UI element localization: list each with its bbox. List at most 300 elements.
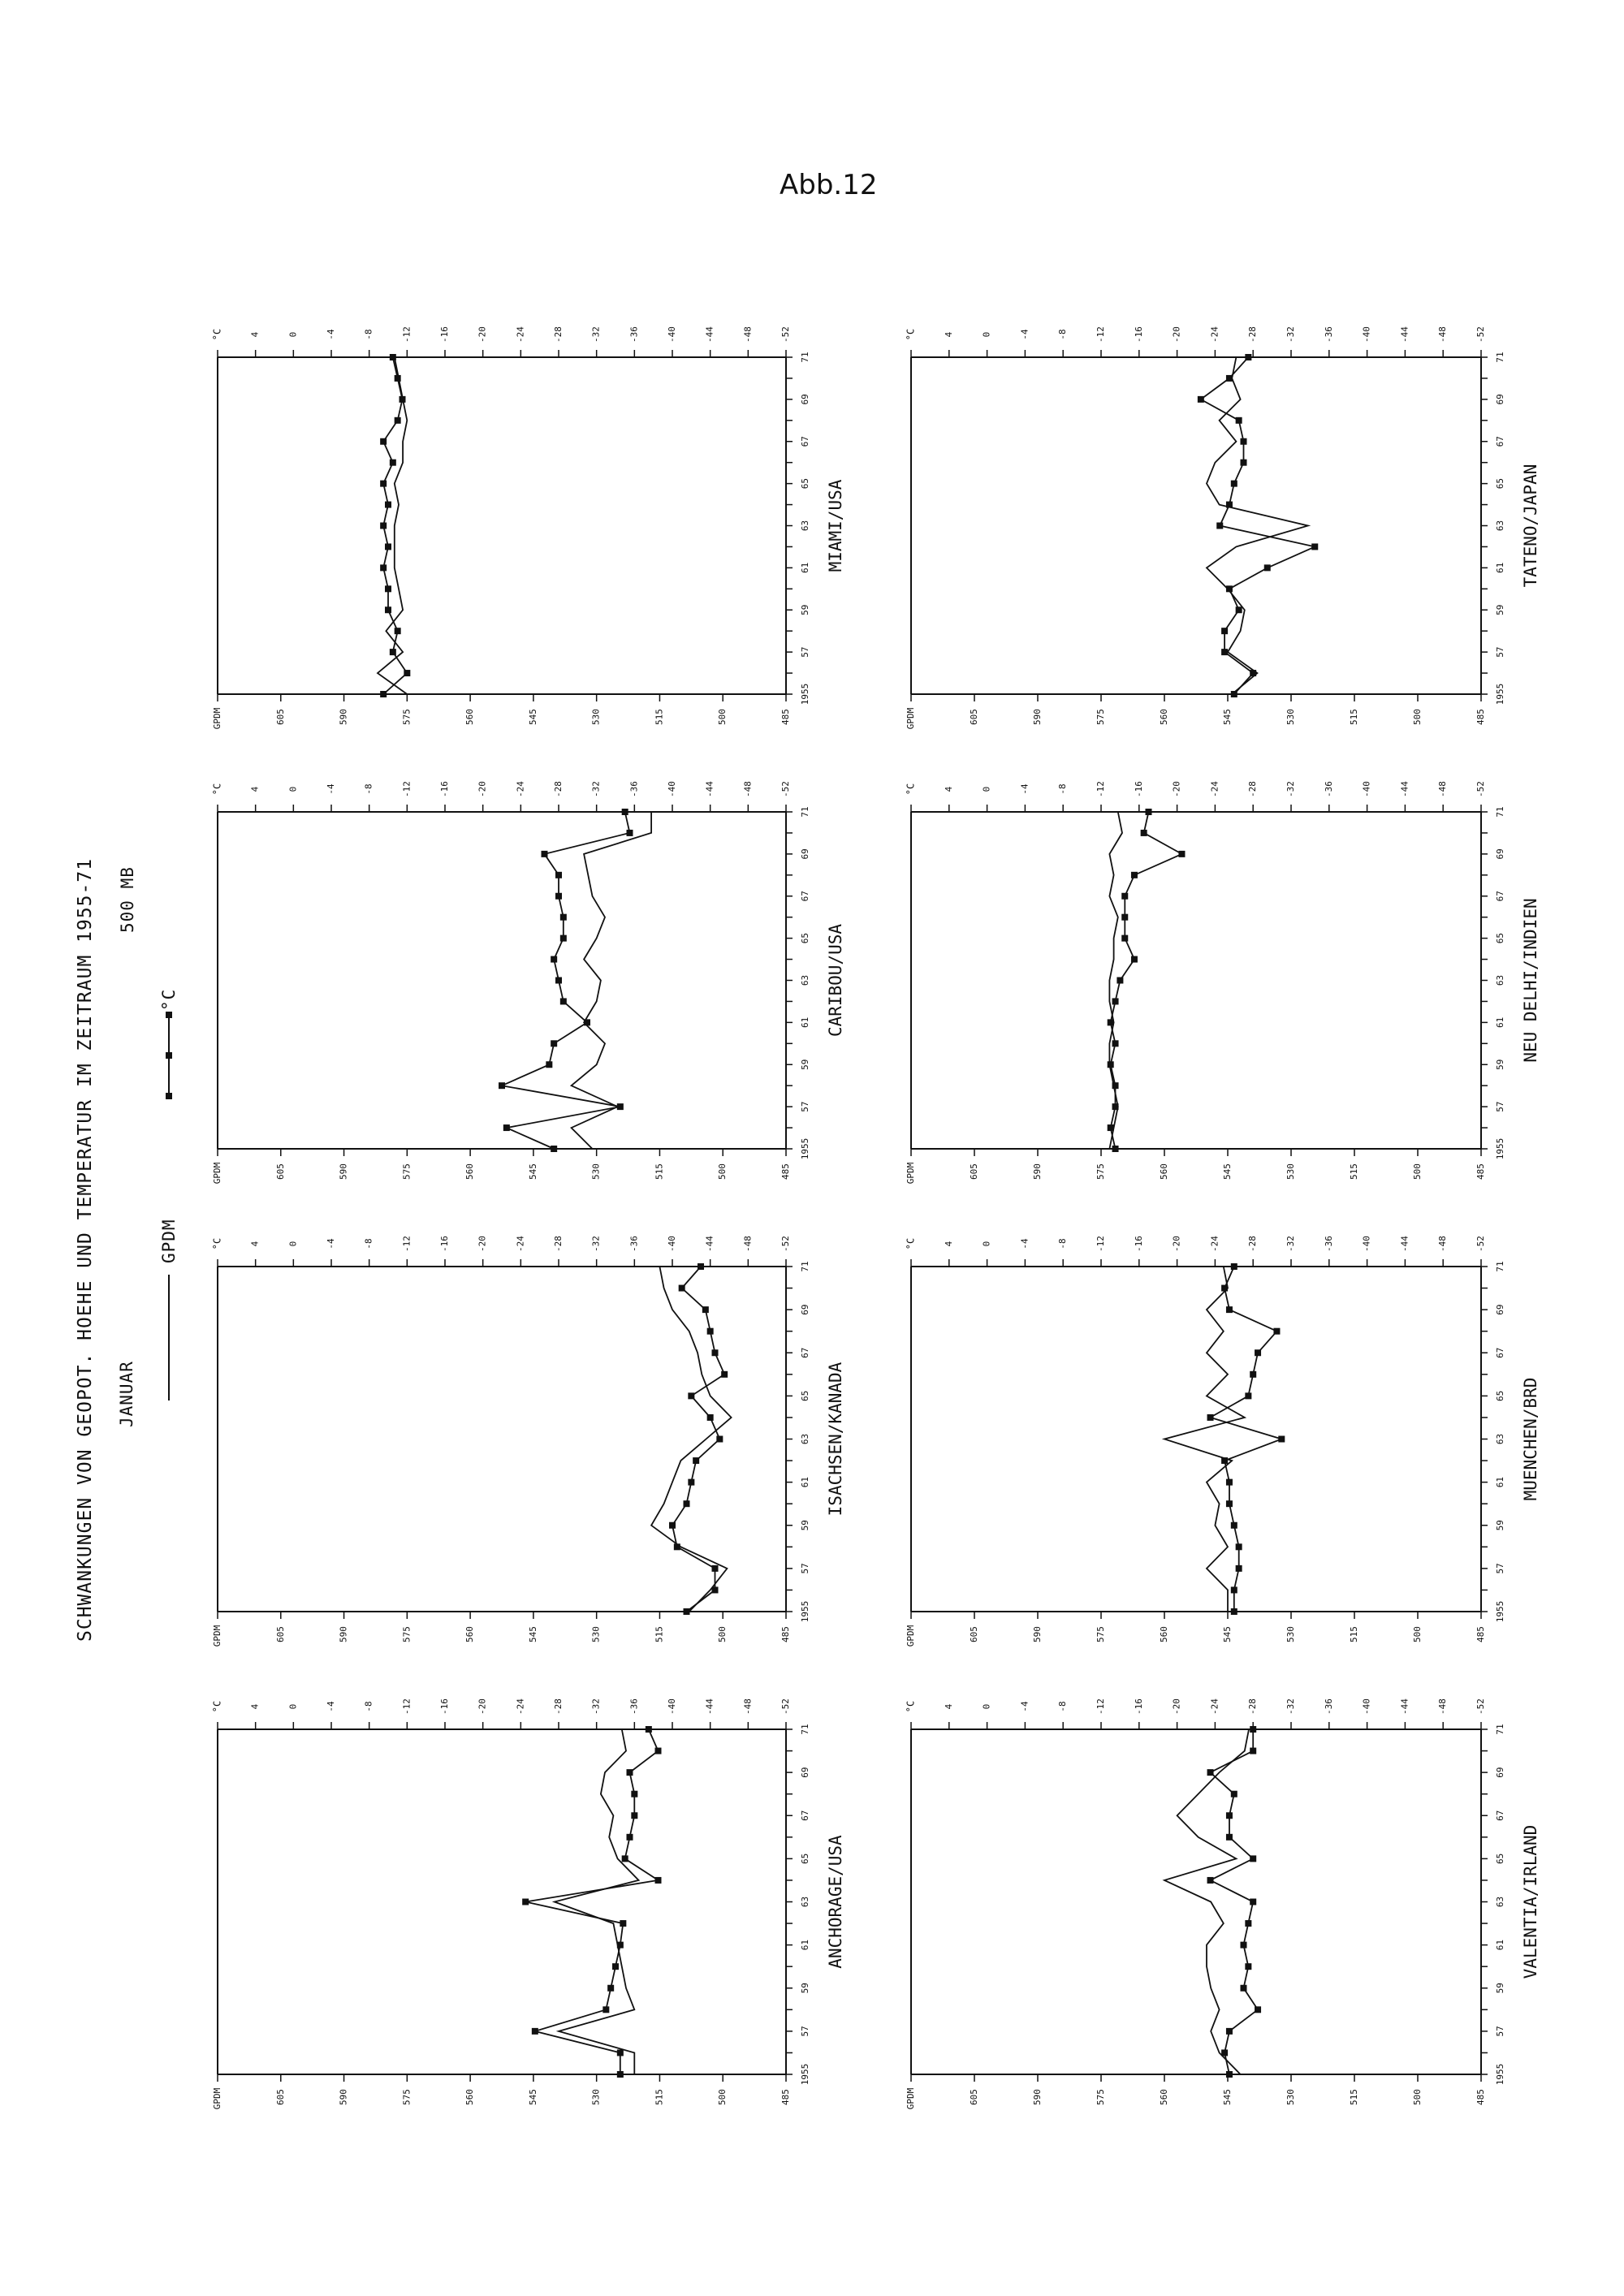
- header-title: SCHWANKUNGEN VON GEOPOT. HOEHE UND TEMPERATUR IM ZEITRAUM 1955-71: [75, 857, 96, 1642]
- temp-tick-label: -32: [590, 326, 602, 343]
- temp-tick-label: -36: [1323, 781, 1334, 797]
- temp-tick-label: -48: [742, 1698, 754, 1715]
- temp-tick-label: -8: [1057, 1701, 1069, 1712]
- gpdm-series-line: [1164, 1267, 1245, 1612]
- year-tick-label: 57: [1495, 1101, 1505, 1112]
- gpdm-tick-label: 485: [1475, 2089, 1486, 2105]
- temp-tick-label: -12: [1095, 1236, 1106, 1252]
- temp-point: [1231, 1263, 1237, 1270]
- temp-tick-label: 0: [287, 1703, 299, 1710]
- gpdm-axis-label: GPDM: [905, 707, 916, 730]
- temp-point: [1311, 543, 1318, 550]
- temp-tick-label: -4: [326, 1238, 336, 1249]
- temp-tick-label: -24: [1209, 781, 1220, 797]
- temp-point: [712, 1565, 719, 1572]
- temp-point: [1221, 649, 1228, 655]
- header-month: JANUAR: [117, 1361, 136, 1427]
- gpdm-tick-label: 605: [969, 1626, 979, 1642]
- year-tick-label: 69: [1495, 1767, 1505, 1778]
- temp-point: [551, 1146, 557, 1152]
- temp-point: [612, 1963, 619, 1970]
- year-tick-label: 69: [1495, 1304, 1505, 1315]
- temp-point: [560, 935, 567, 942]
- year-tick-label: 61: [800, 562, 810, 573]
- gpdm-tick-label: 605: [274, 2089, 286, 2105]
- temp-point: [712, 1586, 719, 1593]
- panel-isachsen-kanada: [212, 1236, 846, 1647]
- temp-tick-label: -52: [780, 1236, 791, 1252]
- temp-tick-label: -12: [1095, 781, 1106, 797]
- temp-tick-label: -16: [1133, 781, 1144, 797]
- year-tick-label: 59: [1495, 1520, 1505, 1531]
- year-tick-label: 59: [1495, 1059, 1505, 1070]
- temp-point: [1241, 438, 1247, 445]
- temp-tick-label: -8: [1057, 783, 1069, 795]
- temp-point: [385, 543, 391, 550]
- temp-point: [1207, 1769, 1214, 1776]
- temp-point: [1131, 956, 1138, 963]
- temp-point: [546, 1061, 552, 1068]
- temp-tick-label: -48: [742, 781, 754, 797]
- year-tick-label: 59: [800, 604, 810, 615]
- year-tick-label: 71: [1495, 352, 1505, 363]
- temp-tick-label: -20: [1171, 781, 1182, 797]
- year-tick-label: 57: [1495, 2026, 1505, 2037]
- temp-point: [1226, 2028, 1233, 2035]
- temp-point: [380, 523, 387, 529]
- temp-series-line: [502, 812, 630, 1149]
- year-tick-label: 69: [800, 394, 810, 405]
- temp-point: [622, 1855, 628, 1862]
- gpdm-tick-label: 485: [780, 2089, 791, 2105]
- temp-tick-label: 0: [287, 1241, 299, 1247]
- gpdm-tick-label: 605: [969, 1163, 979, 1180]
- temp-tick-label: -36: [628, 326, 640, 343]
- temp-point: [622, 809, 628, 815]
- temp-tick-label: -20: [1171, 1236, 1182, 1252]
- gpdm-series-line: [572, 812, 652, 1149]
- gpdm-axis-label: GPDM: [212, 1625, 222, 1647]
- year-tick-label: 1955: [800, 683, 810, 706]
- year-tick-label: 57: [800, 646, 810, 658]
- gpdm-axis-label: GPDM: [212, 707, 222, 730]
- gpdm-tick-label: 560: [464, 709, 476, 725]
- year-tick-label: 67: [800, 1347, 810, 1358]
- temp-point: [1231, 1791, 1237, 1798]
- temp-tick-label: -52: [780, 781, 791, 797]
- station-title: MUENCHEN/BRD: [1521, 1377, 1540, 1501]
- year-tick-label: 59: [1495, 604, 1505, 615]
- temp-point: [1131, 872, 1138, 878]
- temp-tick-label: -52: [780, 1698, 791, 1715]
- temp-tick-label: -8: [1057, 329, 1069, 340]
- panel-valentia-irland: [905, 1698, 1541, 2110]
- gpdm-tick-label: 560: [1159, 2089, 1169, 2105]
- temp-axis-label: °C: [211, 783, 223, 796]
- temp-tick-label: -40: [667, 1236, 677, 1252]
- year-tick-label: 69: [800, 1767, 810, 1778]
- gpdm-tick-label: 530: [1285, 709, 1296, 725]
- temp-tick-label: -16: [439, 781, 450, 797]
- gpdm-tick-label: 590: [338, 2089, 349, 2105]
- station-title: ISACHSEN/KANADA: [826, 1362, 845, 1517]
- temp-axis-label: °C: [905, 328, 917, 341]
- temp-tick-label: -44: [1399, 326, 1410, 343]
- gpdm-tick-label: 575: [1095, 709, 1106, 725]
- station-title: CARIBOU/USA: [826, 923, 845, 1038]
- temp-tick-label: -32: [590, 1236, 602, 1252]
- temp-point: [1245, 1920, 1251, 1927]
- temp-tick-label: 4: [249, 331, 261, 338]
- temp-point: [1241, 460, 1247, 466]
- gpdm-tick-label: 545: [1222, 1626, 1233, 1642]
- temp-tick-label: -40: [1361, 781, 1372, 797]
- gpdm-tick-label: 500: [1412, 1163, 1423, 1180]
- temp-tick-label: -40: [667, 1698, 677, 1715]
- gpdm-tick-label: 575: [1095, 1163, 1106, 1180]
- year-tick-label: 57: [800, 2026, 810, 2037]
- temp-tick-label: 0: [981, 1703, 992, 1710]
- temp-tick-label: 4: [249, 786, 261, 792]
- gpdm-tick-label: 605: [274, 709, 286, 725]
- temp-point: [1255, 1349, 1261, 1356]
- year-tick-label: 65: [1495, 1390, 1505, 1401]
- temp-point: [1231, 1608, 1237, 1615]
- year-tick-label: 57: [800, 1101, 810, 1112]
- temp-point: [1245, 1963, 1251, 1970]
- temp-tick-label: -8: [363, 783, 374, 795]
- temp-tick-label: -16: [1133, 326, 1144, 343]
- year-tick-label: 61: [1495, 562, 1505, 573]
- temp-point: [627, 1769, 633, 1776]
- temp-point: [716, 1436, 723, 1443]
- year-tick-label: 59: [800, 1520, 810, 1531]
- year-tick-label: 63: [1495, 1896, 1505, 1908]
- temp-point: [532, 2028, 538, 2035]
- gpdm-axis-label: GPDM: [212, 1162, 222, 1185]
- gpdm-tick-label: 605: [969, 2089, 979, 2105]
- temp-point: [707, 1414, 714, 1421]
- temp-point: [707, 1328, 714, 1335]
- temp-point: [1250, 1748, 1256, 1754]
- year-tick-label: 65: [1495, 933, 1505, 944]
- temp-point: [698, 1263, 704, 1270]
- temp-tick-label: -36: [1323, 326, 1334, 343]
- temp-point: [627, 1834, 633, 1841]
- temp-point: [1116, 978, 1123, 984]
- temp-point: [584, 1019, 590, 1025]
- temp-tick-label: -48: [742, 326, 754, 343]
- temp-tick-label: -32: [1285, 1236, 1296, 1252]
- temp-tick-label: -16: [439, 1236, 450, 1252]
- panel-anchorage-usa: [212, 1698, 846, 2110]
- gpdm-tick-label: 515: [654, 709, 665, 725]
- temp-point: [1236, 1543, 1242, 1550]
- temp-point: [1112, 998, 1119, 1004]
- temp-point: [655, 1877, 662, 1884]
- temp-tick-label: -24: [1209, 1698, 1220, 1715]
- temp-point: [551, 956, 557, 963]
- year-tick-label: 67: [800, 436, 810, 447]
- station-title: TATENO/JAPAN: [1521, 464, 1540, 588]
- temp-axis-label: °C: [211, 328, 223, 341]
- temp-point: [1226, 1500, 1233, 1507]
- temp-tick-label: -28: [553, 1236, 564, 1252]
- gpdm-tick-label: 575: [401, 2089, 412, 2105]
- temp-series-line: [525, 1729, 658, 2074]
- temp-series-line: [383, 357, 407, 694]
- temp-tick-label: -36: [1323, 1698, 1334, 1715]
- gpdm-tick-label: 515: [654, 2089, 665, 2105]
- temp-point: [395, 628, 401, 634]
- temp-point: [617, 1103, 624, 1110]
- gpdm-tick-label: 575: [1095, 1626, 1106, 1642]
- gpdm-tick-label: 515: [1349, 1626, 1359, 1642]
- temp-point: [1108, 1124, 1114, 1131]
- temp-point: [390, 354, 396, 360]
- temp-tick-label: 0: [287, 331, 299, 338]
- temp-series-line: [1211, 1267, 1282, 1612]
- temp-tick-label: -52: [780, 326, 791, 343]
- temp-point: [1241, 1942, 1247, 1949]
- year-tick-label: 71: [1495, 806, 1505, 818]
- year-tick-label: 65: [1495, 1853, 1505, 1864]
- year-tick-label: 67: [1495, 436, 1505, 447]
- year-tick-label: 59: [800, 1059, 810, 1070]
- temp-tick-label: -24: [515, 326, 526, 343]
- page-title: Abb.12: [780, 169, 878, 201]
- temp-tick-label: -24: [1209, 1236, 1220, 1252]
- gpdm-tick-label: 485: [1475, 1626, 1486, 1642]
- temp-tick-label: -24: [515, 1236, 526, 1252]
- temp-tick-label: 0: [981, 1241, 992, 1247]
- gpdm-tick-label: 560: [464, 2089, 476, 2105]
- temp-point: [1146, 809, 1152, 815]
- temp-point: [555, 893, 562, 900]
- year-tick-label: 69: [800, 848, 810, 860]
- year-tick-label: 1955: [1495, 1600, 1505, 1623]
- temp-point: [688, 1392, 694, 1399]
- gpdm-tick-label: 590: [338, 709, 349, 725]
- gpdm-tick-label: 590: [338, 1626, 349, 1642]
- year-tick-label: 57: [1495, 1563, 1505, 1574]
- temp-point: [617, 2049, 624, 2056]
- temp-point: [702, 1306, 709, 1313]
- temp-point: [669, 1522, 676, 1529]
- panel-neu-delhi-indien: [905, 781, 1541, 1185]
- year-tick-label: 1955: [800, 1137, 810, 1160]
- year-tick-label: 71: [800, 1724, 810, 1735]
- temp-tick-label: -12: [1095, 1698, 1106, 1715]
- temp-tick-label: 0: [981, 331, 992, 338]
- temp-point: [1221, 1285, 1228, 1292]
- temp-point: [385, 606, 391, 613]
- temp-tick-label: -20: [477, 1236, 488, 1252]
- temp-tick-label: -44: [1399, 1698, 1410, 1715]
- year-tick-label: 69: [1495, 848, 1505, 860]
- year-tick-label: 1955: [800, 1600, 810, 1623]
- temp-tick-label: -40: [1361, 326, 1372, 343]
- temp-tick-label: 0: [981, 786, 992, 792]
- gpdm-tick-label: 560: [464, 1163, 476, 1180]
- temp-tick-label: -16: [1133, 1236, 1144, 1252]
- temp-tick-label: -40: [667, 781, 677, 797]
- temp-point: [380, 481, 387, 487]
- temp-point: [1121, 935, 1128, 942]
- temp-point: [1250, 1855, 1256, 1862]
- year-tick-label: 63: [800, 1433, 810, 1445]
- temp-point: [1231, 691, 1237, 697]
- year-tick-label: 61: [1495, 1940, 1505, 1951]
- temp-point: [1264, 564, 1271, 571]
- temp-point: [1241, 1985, 1247, 1992]
- station-title: MIAMI/USA: [826, 479, 845, 572]
- temp-tick-label: -20: [477, 781, 488, 797]
- temp-tick-label: 4: [943, 786, 954, 792]
- temp-tick-label: -48: [1437, 1236, 1449, 1252]
- temp-tick-label: -44: [704, 326, 715, 343]
- temp-tick-label: -20: [477, 326, 488, 343]
- station-title: VALENTIA/IRLAND: [1521, 1824, 1540, 1979]
- temp-point: [1245, 1392, 1251, 1399]
- temp-tick-label: -28: [1247, 326, 1259, 343]
- gpdm-tick-label: 605: [274, 1626, 286, 1642]
- temp-tick-label: -4: [1019, 783, 1030, 795]
- temp-tick-label: -32: [590, 781, 602, 797]
- gpdm-tick-label: 530: [1285, 2089, 1296, 2105]
- gpdm-tick-label: 515: [1349, 1163, 1359, 1180]
- temp-point: [646, 1726, 652, 1733]
- temp-tick-label: -20: [477, 1698, 488, 1715]
- temp-tick-label: -48: [1437, 781, 1449, 797]
- panel-caribou-usa: [212, 781, 846, 1185]
- gpdm-tick-label: 590: [1032, 709, 1043, 725]
- temp-point: [390, 649, 396, 655]
- year-tick-label: 67: [800, 891, 810, 902]
- temp-point: [1236, 417, 1242, 424]
- temp-point: [1236, 606, 1242, 613]
- temp-point: [1121, 914, 1128, 921]
- temp-point: [679, 1285, 685, 1292]
- gpdm-tick-label: 500: [1412, 709, 1423, 725]
- temp-point: [560, 914, 567, 921]
- temp-tick-label: -12: [401, 326, 412, 343]
- temp-point: [385, 585, 391, 592]
- temp-tick-label: -4: [1019, 329, 1030, 340]
- temp-tick-label: 4: [943, 1241, 954, 1247]
- temp-point: [380, 564, 387, 571]
- gpdm-axis-label: GPDM: [905, 2087, 916, 2110]
- panel-tateno-japan: [905, 326, 1541, 730]
- temp-point: [603, 2006, 609, 2013]
- year-tick-label: 61: [1495, 1016, 1505, 1028]
- temp-tick-label: -8: [1057, 1238, 1069, 1249]
- temp-point: [1231, 1586, 1237, 1593]
- gpdm-tick-label: 485: [1475, 709, 1486, 725]
- temp-point: [1216, 523, 1223, 529]
- temp-point: [560, 998, 567, 1004]
- gpdm-tick-label: 545: [1222, 709, 1233, 725]
- year-tick-label: 1955: [1495, 683, 1505, 706]
- temp-tick-label: 0: [287, 786, 299, 792]
- temp-point: [542, 851, 548, 857]
- year-tick-label: 59: [1495, 1983, 1505, 1994]
- temp-tick-label: -28: [553, 326, 564, 343]
- temp-point: [1198, 396, 1204, 403]
- panel-miami-usa: [212, 326, 846, 730]
- temp-point: [1112, 1103, 1119, 1110]
- gpdm-tick-label: 545: [527, 1626, 538, 1642]
- temp-tick-label: -24: [515, 781, 526, 797]
- temp-tick-label: -24: [515, 1698, 526, 1715]
- year-tick-label: 1955: [1495, 2063, 1505, 2086]
- temp-point: [1250, 1371, 1256, 1378]
- year-tick-label: 67: [800, 1810, 810, 1821]
- temp-point: [395, 417, 401, 424]
- temp-tick-label: -32: [1285, 1698, 1296, 1715]
- year-tick-label: 63: [1495, 520, 1505, 532]
- temp-tick-label: -24: [1209, 326, 1220, 343]
- temp-tick-label: 4: [249, 1241, 261, 1247]
- temp-tick-label: -48: [1437, 1698, 1449, 1715]
- temp-tick-label: -48: [1437, 326, 1449, 343]
- temp-tick-label: -8: [363, 1701, 374, 1712]
- gpdm-axis-label: GPDM: [905, 1162, 916, 1185]
- gpdm-tick-label: 485: [780, 1163, 791, 1180]
- temp-point: [1226, 2071, 1233, 2078]
- gpdm-tick-label: 590: [1032, 2089, 1043, 2105]
- temp-point: [499, 1082, 505, 1089]
- temp-axis-label: °C: [211, 1700, 223, 1713]
- gpdm-tick-label: 500: [717, 2089, 728, 2105]
- temp-point: [1112, 1146, 1119, 1152]
- year-tick-label: 63: [800, 1896, 810, 1908]
- temp-tick-label: 4: [249, 1703, 261, 1710]
- header-level: 500 MB: [118, 866, 137, 933]
- temp-tick-label: -52: [1475, 326, 1486, 343]
- temp-tick-label: -36: [628, 781, 640, 797]
- temp-point: [1221, 628, 1228, 634]
- temp-point: [1207, 1877, 1214, 1884]
- temp-point: [1108, 1019, 1114, 1025]
- year-tick-label: 71: [1495, 1724, 1505, 1735]
- temp-tick-label: -48: [742, 1236, 754, 1252]
- temp-point: [1121, 893, 1128, 900]
- temp-point: [1221, 1457, 1228, 1464]
- temp-point: [684, 1608, 690, 1615]
- temp-tick-label: -44: [1399, 1236, 1410, 1252]
- gpdm-tick-label: 605: [274, 1163, 286, 1180]
- gpdm-tick-label: 500: [717, 1163, 728, 1180]
- temp-point: [555, 872, 562, 878]
- year-tick-label: 63: [1495, 1433, 1505, 1445]
- panel-muenchen-brd: [905, 1236, 1541, 1647]
- gpdm-tick-label: 575: [401, 1163, 412, 1180]
- temp-point: [385, 502, 391, 508]
- year-tick-label: 71: [800, 1261, 810, 1272]
- year-tick-label: 67: [1495, 1347, 1505, 1358]
- temp-axis-label: °C: [905, 1700, 917, 1713]
- gpdm-tick-label: 515: [654, 1626, 665, 1642]
- temp-point: [1108, 1061, 1114, 1068]
- temp-tick-label: -16: [439, 1698, 450, 1715]
- temp-point: [1273, 1328, 1280, 1335]
- temp-tick-label: -4: [326, 783, 336, 795]
- gpdm-tick-label: 575: [1095, 2089, 1106, 2105]
- gpdm-tick-label: 545: [527, 1163, 538, 1180]
- temp-point: [1226, 1306, 1233, 1313]
- temp-point: [688, 1479, 694, 1486]
